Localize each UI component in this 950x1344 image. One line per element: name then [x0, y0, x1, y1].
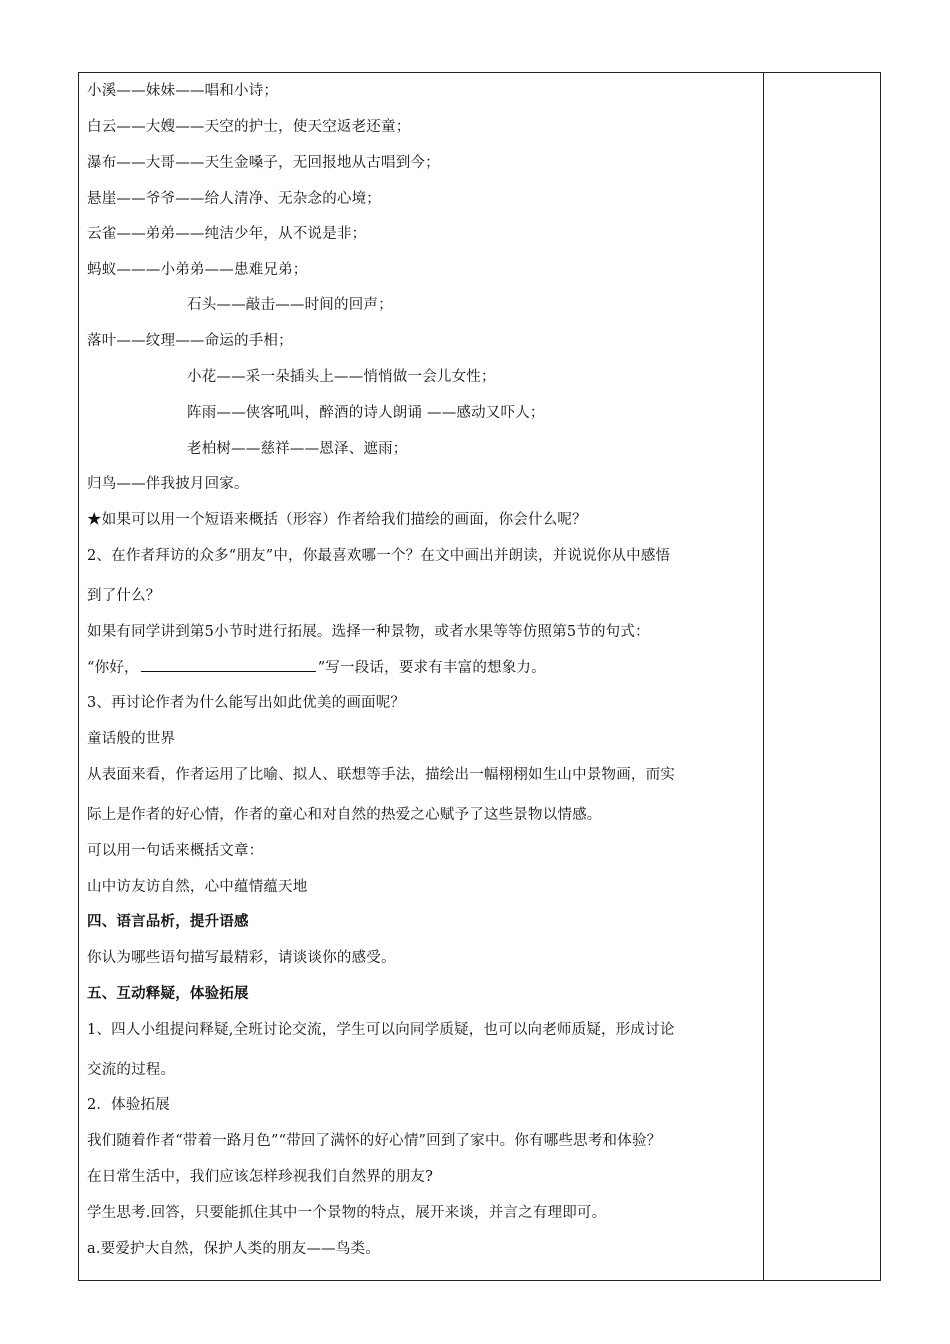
text-line: 归鸟——伴我披月回家。: [87, 476, 249, 492]
text-line: 在日常生活中，我们应该怎样珍视我们自然界的朋友?: [87, 1169, 434, 1185]
text-line: 小溪——妹妹——唱和小诗；: [87, 83, 279, 99]
text-line: 你认为哪些语句描写最精彩，请谈谈你的感受。: [87, 950, 396, 966]
text-line: 蚂蚁———小弟弟——患难兄弟；: [87, 262, 308, 278]
text-line: 小花——采一朵插头上——悄悄做一会儿女性；: [187, 369, 496, 385]
text-line: 白云——大嫂——天空的护士，使天空返老还童；: [87, 119, 411, 135]
text-line: 瀑布——大哥——天生金嗓子，无回报地从古唱到今；: [87, 155, 440, 171]
lesson-table: [78, 72, 881, 1281]
text-line: 1、四人小组提问释疑,全班讨论交流，学生可以向同学质疑，也可以向老师质疑，形成讨论: [87, 1022, 675, 1038]
text-line: 从表面来看，作者运用了比喻、拟人、联想等手法，描绘出一幅栩栩如生山中景物画，而实: [87, 767, 675, 783]
fill-in-sentence: [87, 657, 546, 678]
lesson-content-cell: [87, 73, 763, 1280]
text-line: 我们随着作者“带着一路月色”“带回了满怀的好心情”回到了家中。你有哪些思考和体验？: [87, 1133, 662, 1149]
text-line: 石头——敲击——时间的回声；: [187, 297, 393, 313]
section-heading: 四、语言品析，提升语感: [87, 913, 249, 930]
text-line: 老柏树——慈祥——恩泽、遮雨；: [187, 441, 408, 457]
text-line: 悬崖——爷爷——给人清净、无杂念的心境；: [87, 191, 381, 207]
text-line: 际上是作者的好心情，作者的童心和对自然的热爱之心赋予了这些景物以情感。: [87, 807, 602, 823]
text-line: 可以用一句话来概括文章：: [87, 843, 264, 859]
text-line: 3、再讨论作者为什么能写出如此优美的画面呢？: [87, 695, 406, 711]
text-line: 学生思考.回答，只要能抓住其中一个景物的特点，展开来谈，并言之有理即可。: [87, 1205, 607, 1221]
text-fragment: ”写一段话，要求有丰富的想象力。: [317, 660, 546, 676]
text-line: 云雀——弟弟——纯洁少年，从不说是非；: [87, 226, 367, 242]
text-line: 如果有同学讲到第5小节时进行拓展。选择一种景物，或者水果等等仿照第5节的句式：: [87, 624, 650, 640]
text-fragment: “你好，: [87, 660, 139, 676]
section-heading: 五、互动释疑，体验拓展: [87, 985, 249, 1002]
text-line: ★如果可以用一个短语来概括（形容）作者给我们描绘的画面，你会什么呢？: [87, 512, 587, 528]
text-line: 2．体验拓展: [87, 1097, 170, 1113]
column-divider: [763, 73, 764, 1280]
text-line: 落叶——纹理——命运的手相；: [87, 333, 293, 349]
text-line: 到了什么？: [87, 588, 161, 604]
text-line: a.要爱护大自然，保护人类的朋友——鸟类。: [87, 1241, 380, 1257]
text-line: 交流的过程。: [87, 1062, 176, 1078]
fill-in-blank: [141, 657, 316, 672]
text-line: 山中访友访自然，心中蕴情蕴天地: [87, 879, 308, 895]
text-line: 2、在作者拜访的众多“朋友”中，你最喜欢哪一个？在文中画出并朗读，并说说你从中感悟: [87, 548, 671, 564]
text-line: 童话般的世界: [87, 731, 176, 747]
text-line: 阵雨——侠客吼叫，醉酒的诗人朗诵 ——感动又吓人；: [187, 405, 545, 421]
